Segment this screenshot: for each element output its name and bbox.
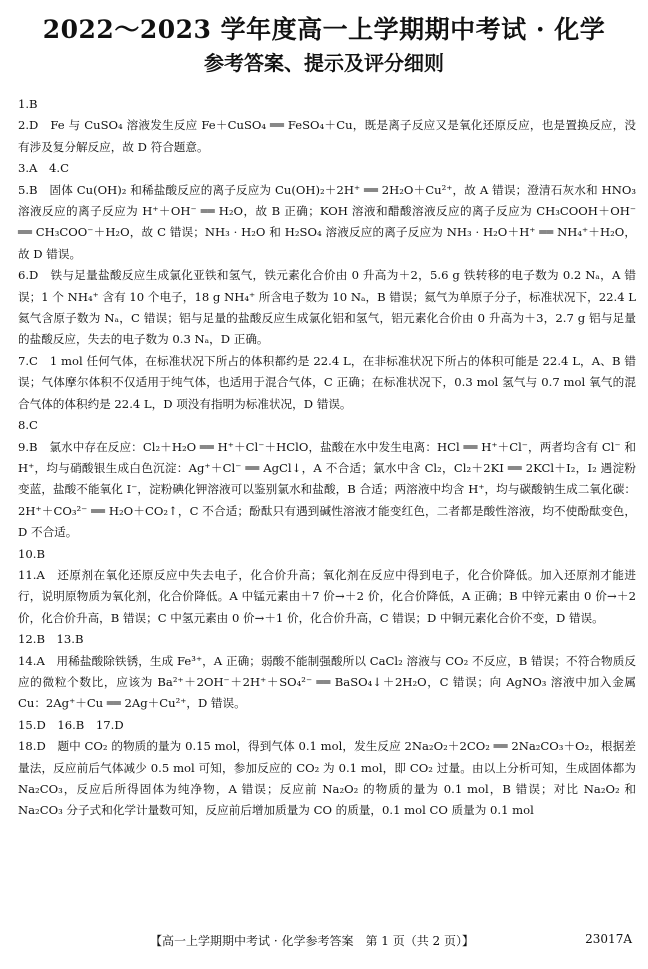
answer-item-9: 9.B 氯水中存在反应：Cl₂＋H₂O ══ H⁺＋Cl⁻＋HClO，盐酸在水中发生电离：HCl ══ H⁺＋Cl⁻，两者均含有 Cl⁻ 和 H⁺，均与硝酸银生成白色沉淀：Ag⁺＋Cl⁻ ══ AgCl↓，A 不合适；氯水中含 Cl₂，Cl₂＋2KI ══ 2KCl＋I₂，I₂ 遇淀粉变蓝，盐酸不能氧化 I⁻，淀粉碘化钾溶液可以鉴别氯水和盐酸，B 合适；两溶液中均含 H⁺，均与碳酸钠生成二氧化碳：2H⁺＋CO₃²⁻ ══ H₂O＋CO₂↑，C 不合适；酚酞只有遇到碱性溶液才能变红色，二者都是酸性溶液，均不使酚酞变色，D 不合适。	[18, 439, 636, 540]
answer-item-5: 5.B 固体 Cu(OH)₂ 和稀盐酸反应的离子反应为 Cu(OH)₂＋2H⁺ ══ 2H₂O＋Cu²⁺，故 A 错误；澄清石灰水和 HNO₃ 溶液反应的离子反应为 H⁺＋OH⁻ ══ H₂O，故 B 正确；KOH 溶液和醋酸溶液反应的离子反应为 CH₃COOH＋OH⁻ ══ CH₃COO⁻＋H₂O，故 C 错误；NH₃ · H₂O 和 H₂SO₄ 溶液反应的离子反应为 NH₃ · H₂O＋H⁺ ══ NH₄⁺＋H₂O，故 D 错误。	[18, 182, 636, 261]
page-footer	[0, 932, 648, 952]
page-subtitle: 参考答案、提示及评分细则	[204, 51, 444, 75]
answer-item-15-17: 15.D 16.B 17.D	[18, 717, 124, 732]
answer-body	[18, 94, 636, 822]
footer-code: 23017A	[585, 932, 632, 946]
answer-item-6: 6.D 铁与足量盐酸反应生成氯化亚铁和氢气，铁元素化合价由 0 升高为＋2，5.6 g 铁转移的电子数为 0.2 Nₐ，A 错误；1 个 NH₄⁺ 含有 10 个电子，18 g NH₄⁺ 所含电子数为 10 Nₐ，B 错误；氦气为单原子分子，标准状况下，22.4 L 氦气含原子数为 Nₐ，C 错误；铝与足量的盐酸反应生成氯化铝和氢气，铝元素化合价由 0 升高为＋3，2.7 g 铝与足量的盐酸反应，失去的电子数为 0.3 Nₐ，D 正确。	[18, 268, 636, 347]
footer-page-info: 【高一上学期期中考试 · 化学参考答案 第 1 页（共 2 页）】	[150, 934, 474, 948]
answer-item-12-13: 12.B 13.B	[18, 632, 84, 647]
answer-item-11: 11.A 还原剂在氧化还原反应中失去电子，化合价升高；氧化剂在反应中得到电子，化合价降低。加入还原剂才能进行，说明原物质为氧化剂，化合价降低。A 中锰元素由＋7 价→＋2 价，化合价降低，A 正确；B 中锌元素由 0 价→＋2 价，化合价升高，B 错误；C 中氢元素由 0 价→＋1 价，化合价升高，C 错误；D 中铜元素化合价不变，D 错误。	[18, 567, 636, 625]
answer-item-7: 7.C 1 mol 任何气体，在标准状况下所占的体积都约是 22.4 L，在非标准状况下所占的体积可能是 22.4 L，A、B 错误；气体摩尔体积不仅适用于纯气体，也适用于混合气体，C 正确；在标准状况下，0.3 mol 氢气与 0.7 mol 氧气的混合气体的体积约是 22.4 L，D 项没有指明为标准状况，D 错误。	[18, 353, 636, 411]
answer-item-18: 18.D 题中 CO₂ 的物质的量为 0.15 mol，得到气体 0.1 mol，发生反应 2Na₂O₂＋2CO₂ ══ 2Na₂CO₃＋O₂，根据差量法，反应前后气体减少 0.5 mol 可知，参加反应的 CO₂ 为 0.1 mol，即 CO₂ 过量。由以上分析可知，生成固体都为 Na₂CO₃，反应后所得固体为纯净物，A 错误；反应前 Na₂O₂ 的物质的量为 0.1 mol，B 错误；对比 Na₂O₂ 和 Na₂CO₃ 分子式和化学计量数可知，反应前后增加质量为 CO 的质量，0.1 mol CO 质量为 0.1 mol	[18, 739, 636, 818]
answer-item-8: 8.C	[18, 418, 38, 433]
page-title: 2022～2023 学年度高一上学期期中考试 · 化学	[42, 15, 606, 44]
answer-item-3-4: 3.A 4.C	[18, 161, 69, 176]
answer-item-2: 2.D Fe 与 CuSO₄ 溶液发生反应 Fe＋CuSO₄ ══ FeSO₄＋Cu，既是离子反应又是氧化还原反应，也是置换反应，没有涉及复分解反应，故 D 符合题意。	[18, 118, 636, 154]
answer-item-10: 10.B	[18, 546, 45, 561]
answer-item-1: 1.B	[18, 97, 38, 111]
answer-item-14: 14.A 用稀盐酸除铁锈，生成 Fe³⁺，A 正确；弱酸不能制强酸所以 CaCl₂ 溶液与 CO₂ 不反应，B 错误；不符合物质反应的微粒个数比，应该为 Ba²⁺＋2OH⁻＋2H⁺＋SO₄²⁻ ══ BaSO₄↓＋2H₂O，C 错误；向 AgNO₃ 溶液中加入金属 Cu：2Ag⁺＋Cu ══ 2Ag＋Cu²⁺，D 错误。	[18, 653, 636, 711]
